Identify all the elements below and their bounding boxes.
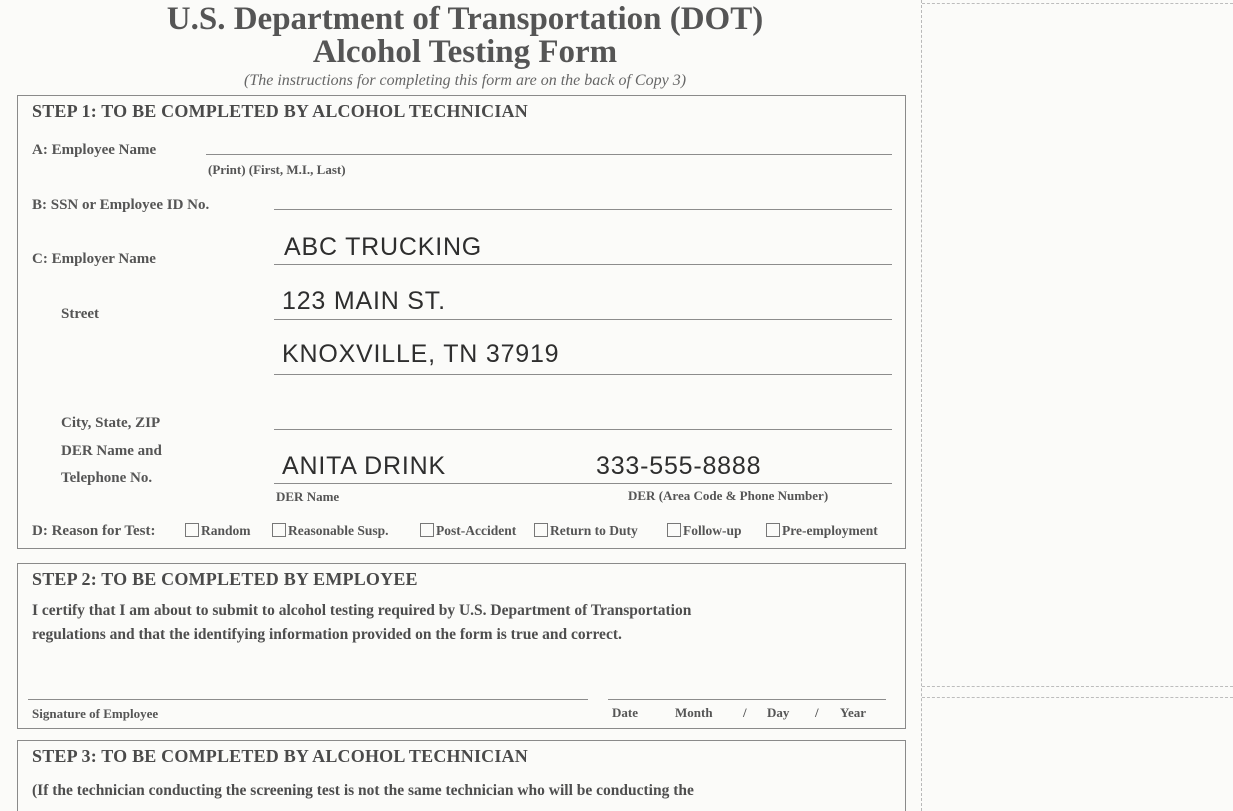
ssn-field[interactable] — [274, 209, 892, 210]
step2-certification-line2: regulations and that the identifying information provided on the form is true and correct. — [32, 626, 622, 643]
date-slash-1: / — [743, 705, 747, 720]
employee-signature-field[interactable] — [28, 699, 588, 700]
form-title-line1: U.S. Department of Transportation (DOT) — [166, 1, 764, 37]
employee-signature-caption: Signature of Employee — [32, 706, 159, 721]
der-field[interactable] — [274, 483, 892, 484]
street-value: 123 MAIN ST. — [282, 287, 446, 315]
step3-section — [17, 740, 906, 811]
tear-off-divider-middle-2 — [922, 697, 1233, 698]
reason-return-to-duty[interactable]: Return to Duty — [534, 523, 638, 539]
checkbox-pre-employment[interactable] — [766, 523, 780, 537]
reason-random[interactable]: Random — [185, 523, 251, 539]
der-phone-value: 333-555-8888 — [596, 452, 762, 480]
employer-name-value: ABC TRUCKING — [284, 233, 483, 261]
reason-for-test-label: D: Reason for Test: — [32, 523, 156, 539]
checkbox-reasonable-suspicion[interactable] — [272, 523, 286, 537]
city-state-zip-value: KNOXVILLE, TN 37919 — [282, 340, 560, 368]
step1-header: STEP 1: TO BE COMPLETED BY ALCOHOL TECHNICIAN — [32, 101, 528, 121]
reason-reasonable-suspicion[interactable]: Reasonable Susp. — [272, 523, 389, 539]
form-title-line2: Alcohol Testing Form — [312, 34, 618, 70]
der-phone-caption: DER (Area Code & Phone Number) — [628, 488, 829, 503]
date-caption: Date — [612, 705, 638, 720]
tear-off-divider-top — [922, 3, 1233, 4]
der-name-value: ANITA DRINK — [282, 452, 446, 480]
employee-name-field[interactable] — [206, 154, 892, 155]
checkbox-post-accident[interactable] — [420, 523, 434, 537]
reason-post-accident[interactable]: Post-Accident — [420, 523, 516, 539]
month-caption: Month — [675, 705, 713, 720]
der-label-line2: Telephone No. — [61, 470, 153, 486]
employer-name-label: C: Employer Name — [32, 251, 156, 267]
checkbox-return-to-duty[interactable] — [534, 523, 548, 537]
step2-section — [17, 563, 906, 729]
date-slash-2: / — [815, 705, 819, 720]
city-state-zip-field-1[interactable] — [274, 374, 892, 375]
der-label-line1: DER Name and — [61, 443, 162, 459]
street-field[interactable] — [274, 319, 892, 320]
employer-name-field[interactable] — [274, 264, 892, 265]
city-state-zip-label: City, State, ZIP — [61, 415, 161, 431]
checkbox-follow-up[interactable] — [667, 523, 681, 537]
step3-header: STEP 3: TO BE COMPLETED BY ALCOHOL TECHNICIAN — [32, 746, 528, 766]
step2-certification-line1: I certify that I am about to submit to alcohol testing required by U.S. Department of Transportation — [32, 602, 692, 619]
reason-follow-up[interactable]: Follow-up — [667, 523, 742, 539]
step2-header: STEP 2: TO BE COMPLETED BY EMPLOYEE — [32, 569, 418, 589]
employee-name-label: A: Employee Name — [32, 142, 157, 158]
day-caption: Day — [767, 705, 790, 720]
step1-section — [17, 95, 906, 549]
ssn-label: B: SSN or Employee ID No. — [32, 197, 210, 213]
city-state-zip-field-2[interactable] — [274, 429, 892, 430]
reason-for-test-row — [32, 523, 902, 543]
der-name-caption: DER Name — [276, 489, 340, 504]
tear-off-divider-middle — [922, 686, 1233, 687]
year-caption: Year — [840, 705, 866, 720]
reason-pre-employment[interactable]: Pre-employment — [766, 523, 878, 539]
employee-name-hint: (Print) (First, M.I., Last) — [208, 162, 346, 177]
street-label: Street — [61, 306, 100, 322]
step3-text-line1: (If the technician conducting the screening test is not the same technician who will be conducting the — [32, 782, 694, 799]
date-field[interactable] — [608, 699, 886, 700]
form-instructions-note: (The instructions for completing this form are on the back of Copy 3) — [243, 72, 687, 89]
checkbox-random[interactable] — [185, 523, 199, 537]
tear-off-divider-vertical — [921, 0, 922, 811]
